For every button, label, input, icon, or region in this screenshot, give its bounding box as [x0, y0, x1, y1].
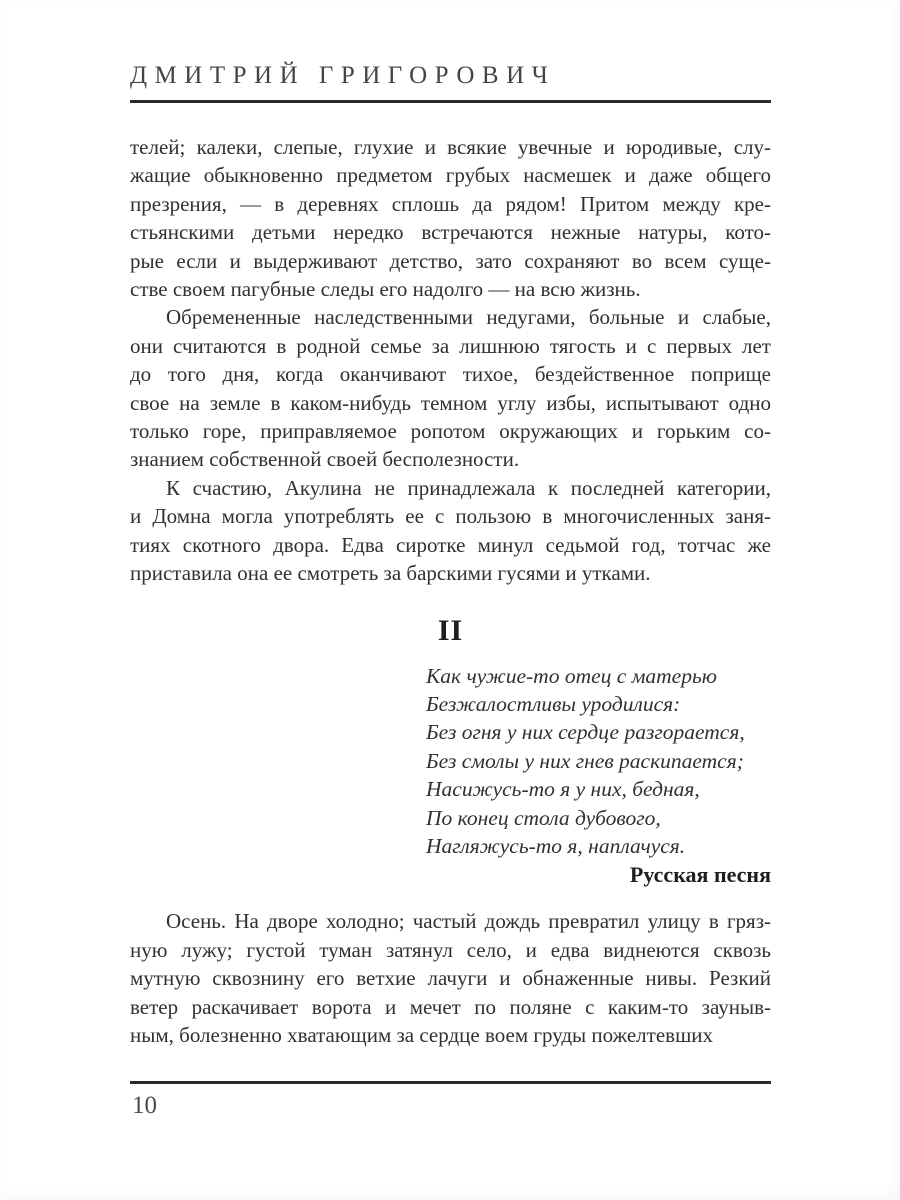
- page-header: [130, 60, 771, 103]
- text-line: приставила она ее смотреть за барскими гусями и утками.: [130, 561, 651, 586]
- text-line: Нагляжусь-то я, наплачуся.: [426, 833, 686, 858]
- text-line: Осень. На дворе холодно; частый дождь превратил улицу в гряз-: [166, 909, 771, 934]
- text-line: мутную сквознину его ветхие лачуги и обнаженные нивы. Резкий: [130, 966, 771, 991]
- text-line: Насижусь-то я у них, бедная,: [426, 777, 700, 802]
- text-line: Безжалостливы уродилися:: [426, 691, 681, 716]
- text-line: Как чужие-то отец с матерью: [426, 663, 717, 688]
- text-line: до того дня, когда оканчивают тихое, бездейственное поприще: [130, 362, 771, 387]
- footer-rule: [130, 1081, 771, 1084]
- text-line: тиях скотного двора. Едва сиротке минул седьмой год, тотчас же: [130, 532, 771, 557]
- page-footer: [130, 1081, 771, 1120]
- text-line: стве своем пагубные следы его надолго — на всю жизнь.: [130, 277, 641, 302]
- text-line: и Домна могла употреблять ее с пользою в многочисленных заня-: [130, 504, 771, 529]
- epigraph-poem: [426, 662, 771, 861]
- text-line: К счастию, Акулина не принадлежала к последней категории,: [166, 475, 771, 500]
- paragraph: [130, 303, 771, 473]
- paragraph-continued: [130, 133, 771, 303]
- text-line: они считаются в родной семье за лишнюю тягость и с первых лет: [130, 333, 771, 358]
- text-line: жащие обыкновенно предметом грубых насмешек и даже общего: [130, 163, 771, 188]
- text-line: свое на земле в каком-нибудь темном углу избы, испытывают одно: [130, 390, 771, 415]
- text-line: Обремененные наследственными недугами, больные и слабые,: [166, 305, 771, 330]
- text-line: ветер раскачивает ворота и мечет по поляне с каким-то зауныв-: [130, 994, 771, 1019]
- chapter-number-heading: II: [437, 613, 464, 647]
- text-line: рые если и выдерживают детство, зато сохраняют во всем суще-: [130, 248, 771, 273]
- page-number: 10: [132, 1092, 157, 1119]
- text-line: знанием собственной своей бесполезности.: [130, 447, 520, 472]
- text-line: ную лужу; густой туман затянул село, и едва виднеются сквозь: [130, 937, 771, 962]
- text-line: ным, болезненно хватающим за сердце воем груды пожелтевших: [130, 1022, 713, 1047]
- author-running-head: ДМИТРИЙ ГРИГОРОВИЧ: [130, 62, 556, 89]
- page-body: [130, 133, 771, 1049]
- text-line: По конец стола дубового,: [426, 805, 661, 830]
- text-line: только горе, приправляемое ропотом окружающих и горьким со-: [130, 419, 771, 444]
- header-rule: [130, 100, 771, 103]
- text-line: телей; калеки, слепые, глухие и всякие увечные и юродивые, слу-: [130, 135, 771, 159]
- text-line: стьянскими детьми нередко встречаются нежные натуры, кото-: [130, 220, 771, 245]
- text-line: презрения, — в деревнях сплошь да рядом! Притом между кре-: [130, 191, 771, 216]
- poem-attribution: Русская песня: [629, 862, 771, 888]
- text-line: Без смолы у них гнев раскипается;: [426, 748, 744, 773]
- paragraph: [130, 907, 771, 1049]
- paragraph: [130, 474, 771, 588]
- text-line: Без огня у них сердце разгорается,: [426, 720, 745, 745]
